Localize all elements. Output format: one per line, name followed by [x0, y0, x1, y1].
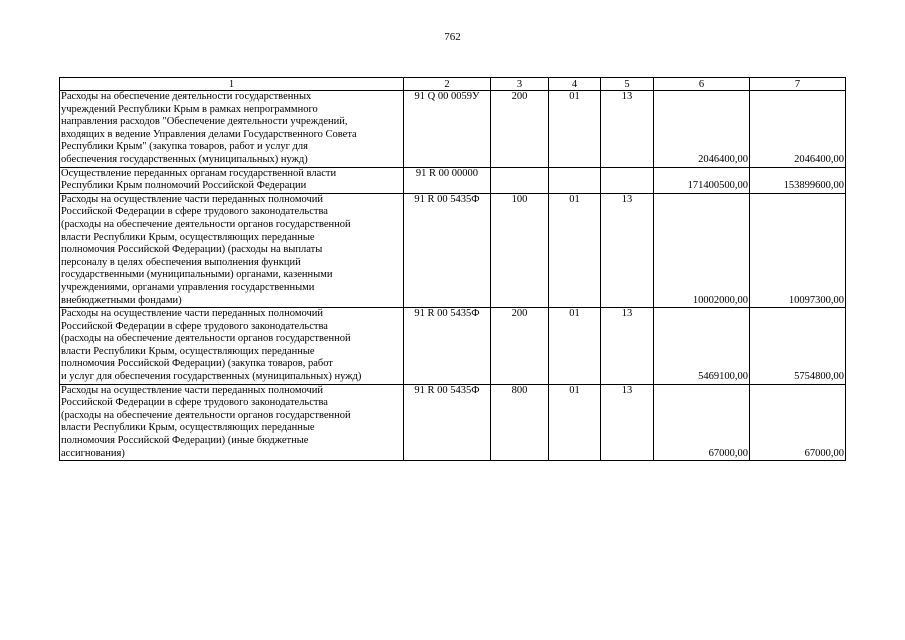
row-section: 01	[549, 91, 601, 168]
row-amount-1: 67000,00	[654, 384, 750, 461]
row-code: 91 R 00 5435Ф	[404, 193, 491, 307]
row-expense-type: 800	[491, 384, 549, 461]
row-code: 91 Q 00 0059У	[404, 91, 491, 168]
row-expense-type: 100	[491, 193, 549, 307]
row-expense-type: 200	[491, 91, 549, 168]
row-subsection: 13	[601, 308, 654, 385]
row-amount-2: 153899600,00	[750, 167, 846, 193]
row-description: Осуществление переданных органам государственной власти Республики Крым полномочий Российской Федерации	[60, 167, 404, 193]
row-description: Расходы на осуществление части переданных полномочий Российской Федерации в сфере трудового законодательства (расходы на обеспечение деятельности органов государственной власти Республики Крым, осуществляющих переданные полномочия Российской Федерации) (расходы на выплаты персоналу в целях обеспечения выполнения функций государственными (муниципальными) органами, казенными учреждениями, органами управления государственными внебюджетными фондами)	[60, 193, 404, 307]
header-col-7: 7	[750, 78, 846, 91]
row-subsection	[601, 167, 654, 193]
header-col-1: 1	[60, 78, 404, 91]
row-code: 91 R 00 5435Ф	[404, 384, 491, 461]
table-row	[60, 167, 846, 193]
row-section: 01	[549, 193, 601, 307]
row-subsection: 13	[601, 91, 654, 168]
row-expense-type	[491, 167, 549, 193]
page-number: 762	[444, 31, 461, 43]
row-subsection: 13	[601, 193, 654, 307]
row-section: 01	[549, 308, 601, 385]
row-amount-1: 5469100,00	[654, 308, 750, 385]
row-amount-1: 171400500,00	[654, 167, 750, 193]
row-amount-2: 10097300,00	[750, 193, 846, 307]
row-code: 91 R 00 00000	[404, 167, 491, 193]
header-col-3: 3	[491, 78, 549, 91]
table-row	[60, 308, 846, 385]
row-code: 91 R 00 5435Ф	[404, 308, 491, 385]
row-amount-2: 2046400,00	[750, 91, 846, 168]
header-col-6: 6	[654, 78, 750, 91]
row-section: 01	[549, 384, 601, 461]
row-section	[549, 167, 601, 193]
row-description: Расходы на осуществление части переданных полномочий Российской Федерации в сфере трудового законодательства (расходы на обеспечение деятельности органов государственной власти Республики Крым, осуществляющих переданные полномочия Российской Федерации) (иные бюджетные ассигнования)	[60, 384, 404, 461]
row-description: Расходы на обеспечение деятельности государственных учреждений Республики Крым в рамках непрограммного направления расходов "Обеспечение деятельности учреждений, входящих в ведение Управления делами Государственного Совета Республики Крым" (закупка товаров, работ и услуг для обеспечения государственных (муниципальных) нужд)	[60, 91, 404, 168]
header-row	[60, 78, 846, 91]
table-row	[60, 91, 846, 168]
header-col-5: 5	[601, 78, 654, 91]
row-amount-1: 10002000,00	[654, 193, 750, 307]
budget-table	[59, 77, 846, 461]
row-description: Расходы на осуществление части переданных полномочий Российской Федерации в сфере трудового законодательства (расходы на обеспечение деятельности органов государственной власти Республики Крым, осуществляющих переданные полномочия Российской Федерации) (закупка товаров, работ и услуг для обеспечения государственных (муниципальных) нужд)	[60, 308, 404, 385]
row-amount-2: 67000,00	[750, 384, 846, 461]
header-col-4: 4	[549, 78, 601, 91]
table-row	[60, 384, 846, 461]
header-col-2: 2	[404, 78, 491, 91]
row-subsection: 13	[601, 384, 654, 461]
row-amount-1: 2046400,00	[654, 91, 750, 168]
row-amount-2: 5754800,00	[750, 308, 846, 385]
table-row	[60, 193, 846, 307]
row-expense-type: 200	[491, 308, 549, 385]
